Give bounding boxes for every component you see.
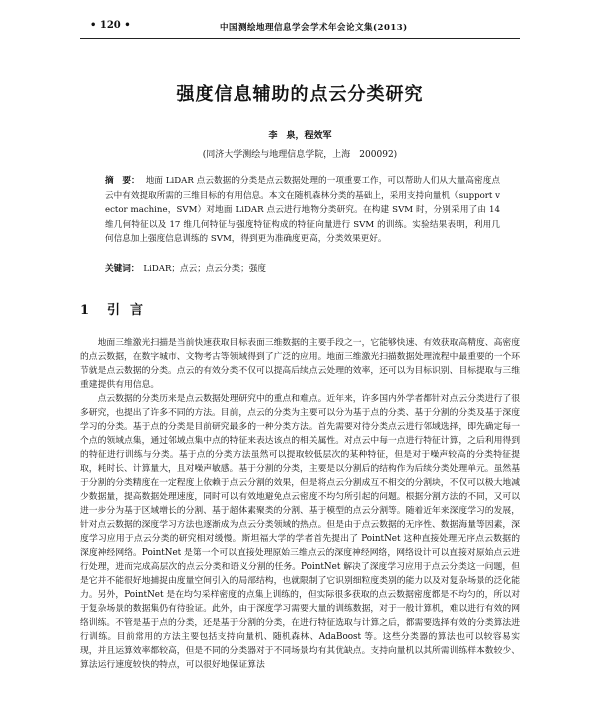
- page-number: • 120 •: [90, 20, 131, 31]
- abstract-text: 地面 LiDAR 点云数据的分类是点云数据处理的一项重要工作，可以帮助人们从大量高密度点云中有效提取所需的三维目标的有用信息。本文在随机森林分类的基础上，采用支持向量机（support vector machine，SVM）对地面 LiDAR 点云进行地物分类研究。在构建 SVM 时，分别采用了由 14 维几何特征以及 17 维几何特征与强度特征构成的特征向量进行 SVM 的训练。实验结果表明，利用几何信息加上强度信息训练的 SVM，得到更为准确度更高，分类效果更好。: [105, 176, 500, 244]
- header-rule: [80, 38, 520, 39]
- abstract: [105, 174, 500, 247]
- section-heading: [80, 299, 153, 318]
- paragraph: 地面三维激光扫描是当前快速获取目标表面三维数据的主要手段之一，它能够快速、有效获取高精度、高密度的点云数据，在数字城市、文物考古等领域得到了广泛的应用。地面三维激光扫描数据处理流程中最重要的一个环节就是点云数据的分类。点云的有效分类不仅可以提高后续点云处理的效率，还可以为目标识别、目标提取与三维重建提供有用信息。: [80, 338, 520, 390]
- abstract-label: 摘 要：: [105, 176, 140, 186]
- keywords-label: 关键词：: [105, 264, 140, 274]
- body-text: [80, 336, 520, 672]
- section-title: 引言: [107, 303, 154, 318]
- keywords-text: LiDAR；点云；点云分类；强度: [143, 264, 266, 274]
- affiliation: (同济大学测绘与地理信息学院，上海 200092): [202, 150, 398, 160]
- page-header: [80, 20, 520, 38]
- running-head: 中国测绘地理信息学会学术年会论文集(2013): [220, 23, 408, 33]
- section-number: 1: [80, 303, 90, 318]
- paper-title: 强度信息辅助的点云分类研究: [176, 84, 424, 105]
- authors: 李 泉，程效军: [268, 131, 332, 141]
- paragraph: 点云数据的分类历来是点云数据处理研究中的重点和难点。近年来，许多国内外学者都针对点云分类进行了很多研究，也提出了许多不同的方法。目前，点云的分类为主要可以分为基于点的分类、基于分割的分类及基于深度学习的分类。基于点的分类是目前研究最多的一种分类方法。首先需要对待分类点云进行邻域选择，即先确定每一个点的领域点集，通过邻域点集中点的特征来表达该点的相关属性。对点云中每一点进行特征计算，之后利用得到的特征进行训练与分类。基于点的分类方法虽然可以提取较低层次的某种特征，但是对于噪声较高的分类特征提取，耗时长、计算量大，且对噪声敏感。基于分割的分类，主要是以分割后的结构作为后续分类处理单元。虽然基于分割的分类精度在一定程度上依赖于点云分割的效果，但是将点云分割成互不相交的分割块，不仅可以极大地减少数据量，提高数据处理速度，同时可以有效地避免点云密度不均匀所引起的问题。根据分割方法的不同，又可以进一步分为基于区域增长的分割、基于超体素聚类的分割、基于模型的点云分割等。随着近年来深度学习的发展，针对点云数据的深度学习方法也逐渐成为点云分类领域的热点。但是由于点云数据的无序性、数据海量等因素，深度学习应用于点云分类的研究相对缓慢。斯坦福大学的学者首先提出了 PointNet 这种直接处理无序点云数据的深度神经网络。PointNet 是第一个可以直接处理原始三维点云的深度神经网络，网络设计可以直接对原始点云进行处理，进而完成高层次的点云分类和语义分割的任务。PointNet 解决了深度学习应用于点云分类这一问题，但是它并不能很好地捕捉由度量空间引入的局部结构，也就限制了它识别细粒度类别的能力以及对复杂场景的泛化能力。另外，PointNet 是在均匀采样密度的点集上训练的，但实际很多获取的点云数据密度都是不均匀的，所以对于复杂场景的数据集仍有待验证。此外，由于深度学习需要大量的训练数据，对于一般计算机，难以进行有效的网络训练。不管是基于点的分类，还是基于分割的分类，在进行特征选取与计算之后，都需要选择有效的分类算法进行训练。目前常用的方法主要包括支持向量机、随机森林、AdaBoost 等。这些分类器的算法也可以较容易实现，并且运算效率都较高，但是不同的分类器对于不同场景均有其优缺点。支持向量机以其所需训练样本数较少、算法运行速度较快的特点，可以很好地保证算法: [80, 394, 520, 670]
- keywords: [105, 262, 500, 274]
